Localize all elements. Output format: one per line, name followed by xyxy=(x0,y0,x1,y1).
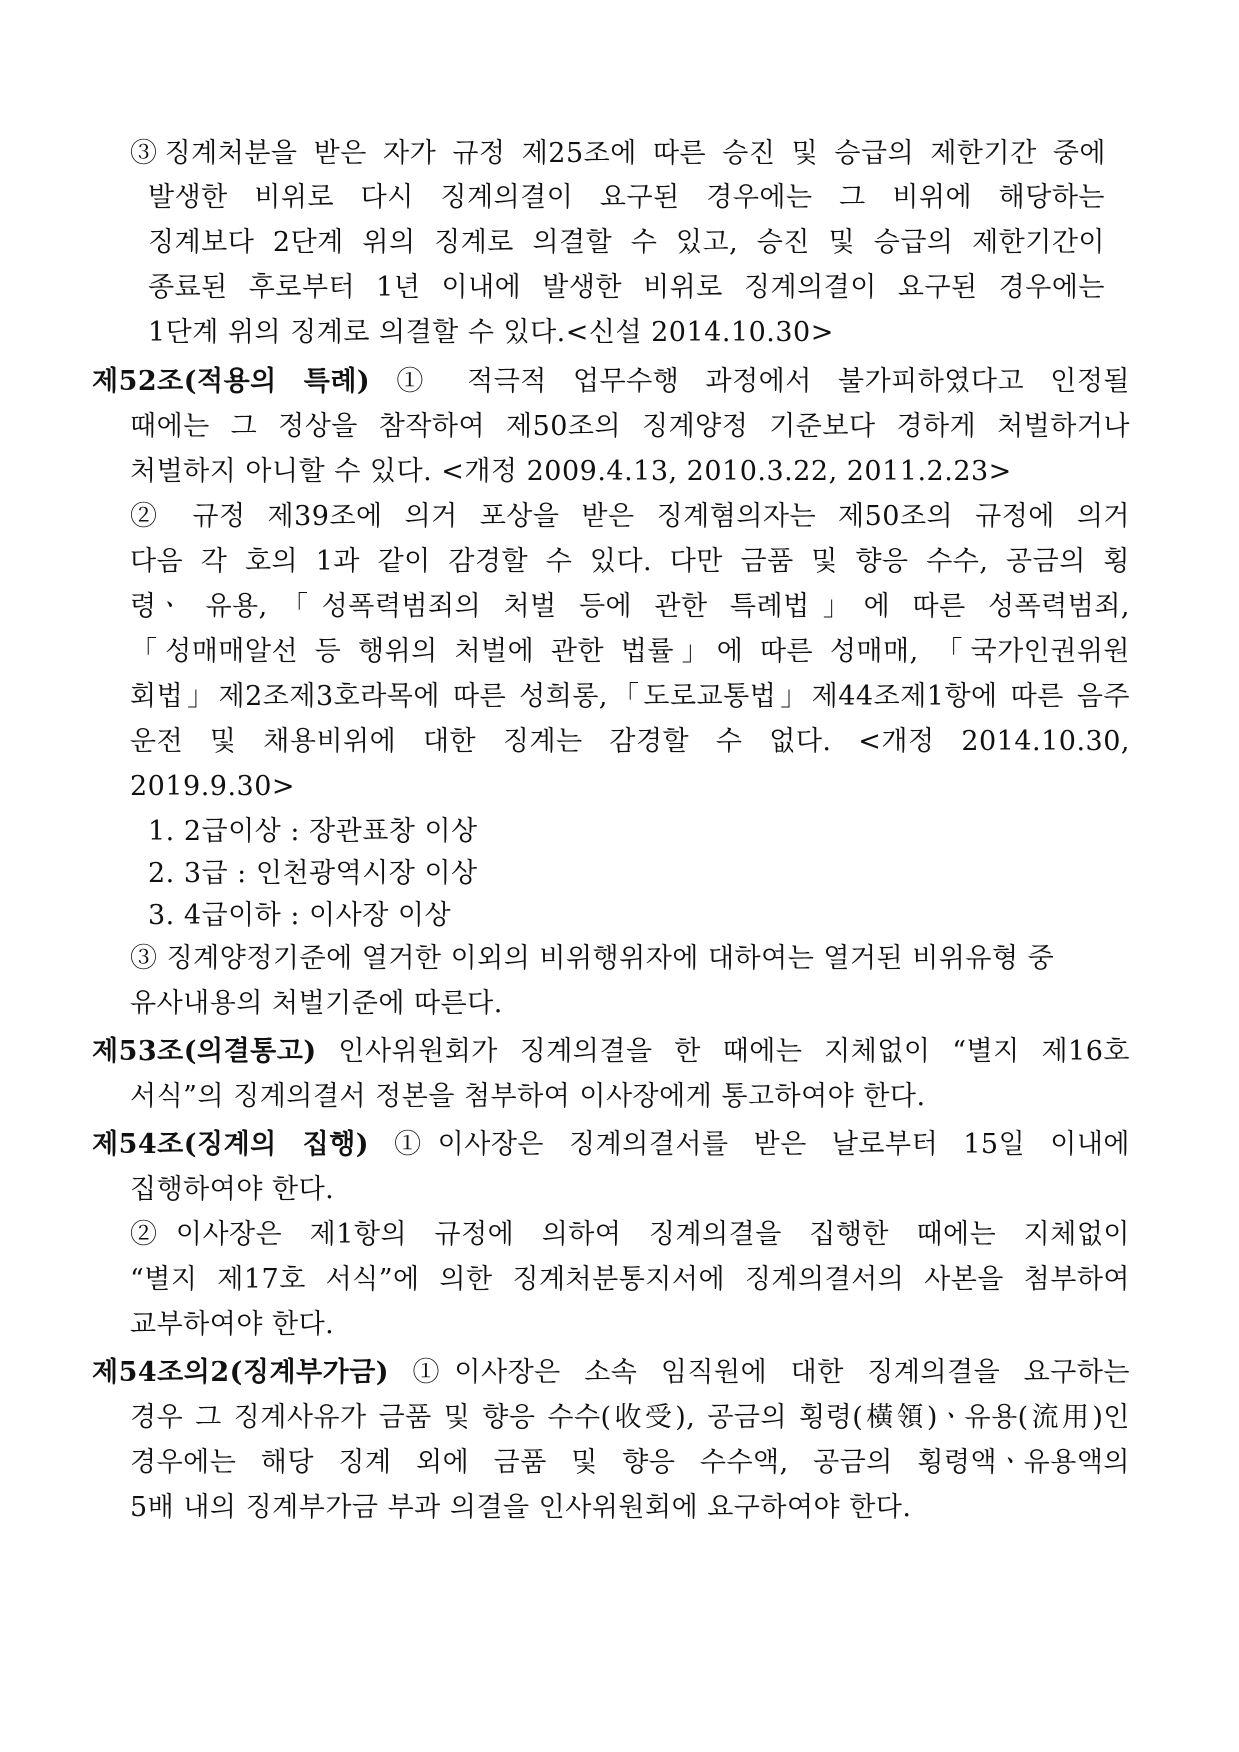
article53-first: 인사위원회가 징계의결을 한 때에는 지체없이 “별지 제16호 xyxy=(338,1036,1130,1067)
article52-p1-first: ① 적극적 업무수행 과정에서 불가피하였다고 인정될 xyxy=(396,366,1130,397)
article52-p2-line-3: 령ㆍ 유용,「성폭력범죄의 처벌 등에 관한 특례법」에 따른 성폭력범죄, xyxy=(130,591,1130,622)
article54-2-line-3: 경우에는 해당 징계 외에 금품 및 향응 수수액, 공금의 횡령액ㆍ유용액의 xyxy=(130,1447,1130,1478)
article54-2-line-4: 5배 내의 징계부가금 부과 의결을 인사위원회에 요구하여야 한다. xyxy=(130,1492,912,1523)
article54-p2-line-1: ②이사장은 제1항의 규정에 의하여 징계의결을 집행한 때에는 지체없이 xyxy=(130,1219,1130,1250)
article52-p1-line-2: 때에는 그 정상을 참작하여 제50조의 징계양정 기준보다 경하게 처벌하거나 xyxy=(130,411,1130,442)
article52-p2-line-4: 「성매매알선 등 행위의 처벌에 관한 법률」에 따른 성매매, 「국가인권위원 xyxy=(130,636,1130,667)
article51-p3-line-3: 징계보다 2단계 위의 징계로 의결할 수 있고, 승진 및 승급의 제한기간이 xyxy=(148,227,1105,258)
article52-title: 제52조(적용의 특례) xyxy=(92,366,371,397)
article51-p3-line-4: 종료된 후로부터 1년 이내에 발생한 비위로 징계의결이 요구된 경우에는 xyxy=(148,272,1105,303)
article54-2-title: 제54조의2(징계부가금) xyxy=(92,1357,390,1388)
article52-p2-line-6: 운전 및 채용비위에 대한 징계는 감경할 수 없다. <개정 2014.10.30, xyxy=(130,726,1130,757)
article51-p3-line-1: ③징계처분을 받은 자가 규정 제25조에 따른 승진 및 승급의 제한기간 중에 xyxy=(130,138,1106,169)
article53-title: 제53조(의결통고) xyxy=(92,1036,317,1067)
article54-2-line-2: 경우 그 징계사유가 금품 및 향응 수수(收受), 공금의 횡령(橫領)ㆍ유용(流用)인 xyxy=(130,1402,1130,1433)
article52-p2-line-5: 회법」제2조제3호라목에 따른 성희롱,「도로교통법」제44조제1항에 따른 음주 xyxy=(130,681,1130,712)
article52-p2-line-1: ② 규정 제39조에 의거 포상을 받은 징계혐의자는 제50조의 규정에 의거 xyxy=(130,501,1130,532)
article53-heading-line xyxy=(92,1035,1130,1069)
article52-item-3: 3. 4급이하 : 이사장 이상 xyxy=(148,900,452,931)
article53-line-2: 서식”의 징계의결서 정본을 첨부하여 이사장에게 통고하여야 한다. xyxy=(130,1081,926,1112)
article51-p3-line-5: 1단계 위의 징계로 의결할 수 있다.<신설 2014.10.30> xyxy=(148,317,834,348)
article54-heading-line xyxy=(92,1128,1130,1162)
article54-first: ①이사장은 징계의결서를 받은 날로부터 15일 이내에 xyxy=(394,1129,1130,1160)
article52-item-2: 2. 3급 : 인천광역시장 이상 xyxy=(148,858,478,889)
article54-p2-line-2: “별지 제17호 서식”에 의한 징계처분통지서에 징계의결서의 사본을 첨부하여 xyxy=(130,1264,1130,1295)
article52-p2-line-2: 다음 각 호의 1과 같이 감경할 수 있다. 다만 금품 및 향응 수수, 공금의 횡 xyxy=(130,546,1130,577)
article52-p1-line-3: 처벌하지 아니할 수 있다. <개정 2009.4.13, 2010.3.22, 2011.2.23> xyxy=(130,456,1012,487)
article54-2-heading-line xyxy=(92,1356,1130,1390)
article54-line-2: 집행하여야 한다. xyxy=(130,1174,335,1205)
article52-item-1: 1. 2급이상 : 장관표창 이상 xyxy=(148,816,478,847)
article52-p2-line-7: 2019.9.30> xyxy=(130,771,296,802)
article52-p3-line-2: 유사내용의 처벌기준에 따른다. xyxy=(130,988,503,1019)
article52-heading-line xyxy=(92,365,1130,399)
article52-p3-line-1: ③ 징계양정기준에 열거한 이외의 비위행위자에 대하여는 열거된 비위유형 중 xyxy=(130,943,1055,974)
article51-p3-line-2: 발생한 비위로 다시 징계의결이 요구된 경우에는 그 비위에 해당하는 xyxy=(148,182,1105,213)
article54-2-first: ①이사장은 소속 임직원에 대한 징계의결을 요구하는 xyxy=(412,1357,1130,1388)
article54-title: 제54조(징계의 집행) xyxy=(92,1129,370,1160)
article54-p2-line-3: 교부하여야 한다. xyxy=(130,1309,335,1340)
